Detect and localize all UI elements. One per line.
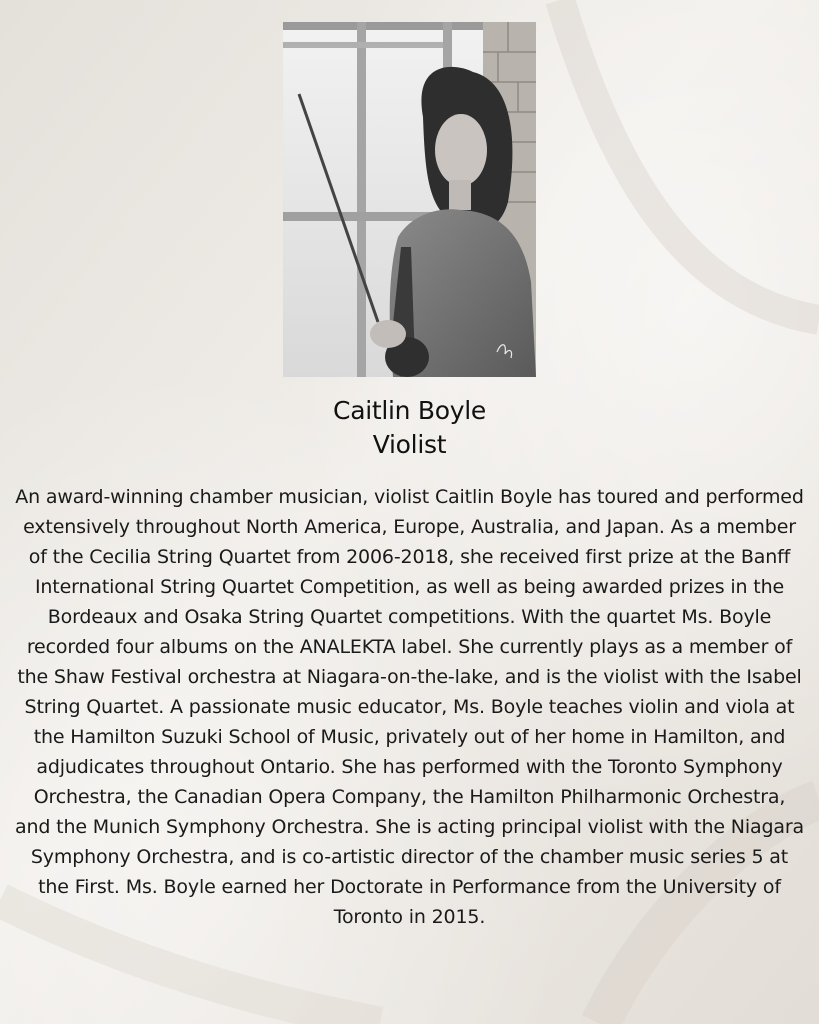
name-block	[0, 394, 819, 462]
violinist-portrait-photo	[283, 22, 536, 377]
performer-role: Violist	[372, 430, 447, 459]
portrait-photo	[283, 22, 536, 377]
performer-name: Caitlin Boyle	[333, 396, 486, 425]
biography-text: An award-winning chamber musician, violist Caitlin Boyle has toured and performed extensively throughout North America, Europe, Australia, and Japan. As a member of the Cecilia String Quartet from 2006-2018, she received first prize at the Banff International String Quartet Competition, as well as being awarded prizes in the Bordeaux and Osaka String Quartet competitions. With the quartet Ms. Boyle recorded four albums on the ANALEKTA label. She currently plays as a member of the Shaw Festival orchestra at Niagara-on-the-lake, and is the violist with the Isabel String Quartet. A passionate music educator, Ms. Boyle teaches violin and viola at the Hamilton Suzuki School of Music, privately out of her home in Hamilton, and adjudicates throughout Ontario. She has performed with the Toronto Symphony Orchestra, the Canadian Opera Company, the Hamilton Philharmonic Orchestra, and the Munich Symphony Orchestra. She is acting principal violist with the Niagara Symphony Orchestra, and is co-artistic director of the chamber music series 5 at the First. Ms. Boyle earned her Doctorate in Performance from the University of Toronto in 2015.	[14, 486, 805, 928]
